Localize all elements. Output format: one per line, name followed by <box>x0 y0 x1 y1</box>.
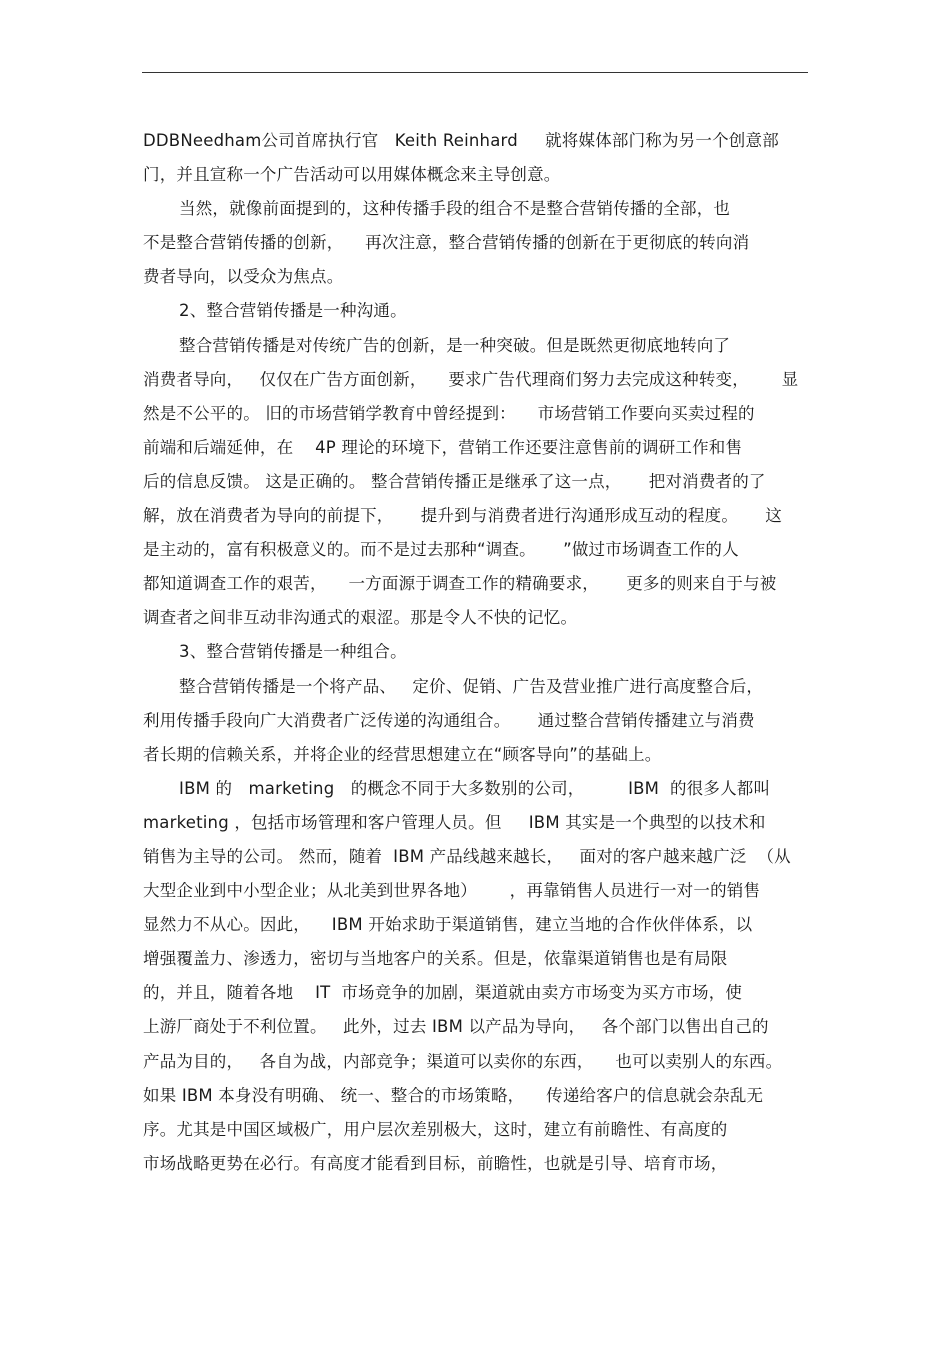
text-line: 上游厂商处于不利位置。 此外，过去 IBM 以产品为导向， 各个部门以售出自己的 <box>143 1017 769 1037</box>
text-line: 消费者导向， 仅仅在广告方面创新， 要求广告代理商们努力去完成这种转变， 显 <box>143 369 799 389</box>
text-line: 产品为目的， 各自为战，内部竞争；渠道可以卖你的东西， 也可以卖别人的东西。 <box>143 1051 783 1071</box>
text-line: marketing ，包括市场管理和客户管理人员。但 IBM 其实是一个典型的以技术和 <box>143 812 766 832</box>
text-line: 销售为主导的公司。 然而，随着 IBM 产品线越来越长， 面对的客户越来越广泛 （从 <box>143 846 791 866</box>
text-line: 调查者之间非互动非沟通式的艰涩。那是令人不快的记忆。 <box>143 608 578 628</box>
text-line: 然是不公平的。 旧的市场营销学教育中曾经提到： 市场营销工作要向买卖过程的 <box>143 403 755 423</box>
text-line: 序。尤其是中国区域极广，用户层次差别极大，这时，建立有前瞻性、有高度的 <box>143 1119 728 1139</box>
text-line: 都知道调查工作的艰苦， 一方面源于调查工作的精确要求， 更多的则来自于与被 <box>143 574 777 594</box>
text-line: 的，并且，随着各地 IT 市场竞争的加剧，渠道就由卖方市场变为买方市场，使 <box>143 983 743 1003</box>
text-line: 门，并且宣称一个广告活动可以用媒体概念来主导创意。 <box>143 165 561 185</box>
document-body <box>143 124 809 1181</box>
text-line: 前端和后端延伸，在 4P 理论的环境下，营销工作还要注意售前的调研工作和售 <box>143 437 743 457</box>
text-line: IBM 的 marketing 的概念不同于大多数别的公司， IBM 的很多人都叫 <box>179 778 771 798</box>
text-line: DDBNeedham公司首席执行官 Keith Reinhard 就将媒体部门称为另一个创意部 <box>143 131 779 150</box>
section-heading: 2、整合营销传播是一种沟通。 <box>179 301 407 321</box>
text-line: 利用传播手段向广大消费者广泛传递的沟通组合。 通过整合营销传播建立与消费 <box>143 710 755 730</box>
text-line: 整合营销传播是一个将产品、 定价、促销、广告及营业推广进行高度整合后， <box>179 676 764 696</box>
text-line: 市场战略更势在必行。有高度才能看到目标，前瞻性，也就是引导、培育市场， <box>143 1153 728 1173</box>
text-line: 大型企业到中小型企业；从北美到世界各地） ，再靠销售人员进行一对一的销售 <box>143 881 761 901</box>
text-line: 整合营销传播是对传统广告的创新，是一种突破。但是既然更彻底地转向了 <box>179 335 731 355</box>
header-rule <box>142 72 808 73</box>
text-line: 是主动的，富有积极意义的。而不是过去那种“调查。 ”做过市场调查工作的人 <box>143 540 739 560</box>
text-line: 如果 IBM 本身没有明确、 统一、整合的市场策略， 传递给客户的信息就会杂乱无 <box>143 1085 764 1105</box>
text-line: 当然，就像前面提到的，这种传播手段的组合不是整合营销传播的全部，也 <box>179 199 731 219</box>
text-line: 费者导向，以受众为焦点。 <box>143 267 344 287</box>
section-heading: 3、整合营销传播是一种组合。 <box>179 642 407 662</box>
text-line: 不是整合营销传播的创新， 再次注意，整合营销传播的创新在于更彻底的转向消 <box>143 233 750 253</box>
text-line: 增强覆盖力、渗透力，密切与当地客户的关系。但是，依靠渠道销售也是有局限 <box>143 949 728 969</box>
text-line: 后的信息反馈。 这是正确的。 整合营销传播正是继承了这一点， 把对消费者的了 <box>143 471 766 491</box>
text-line: 显然力不从心。因此， IBM 开始求助于渠道销售，建立当地的合作伙伴体系，以 <box>143 915 753 935</box>
text-line: 者长期的信赖关系，并将企业的经营思想建立在“顾客导向”的基础上。 <box>143 744 662 764</box>
text-line: 解，放在消费者为导向的前提下， 提升到与消费者进行沟通形成互动的程度。 这 <box>143 506 782 526</box>
